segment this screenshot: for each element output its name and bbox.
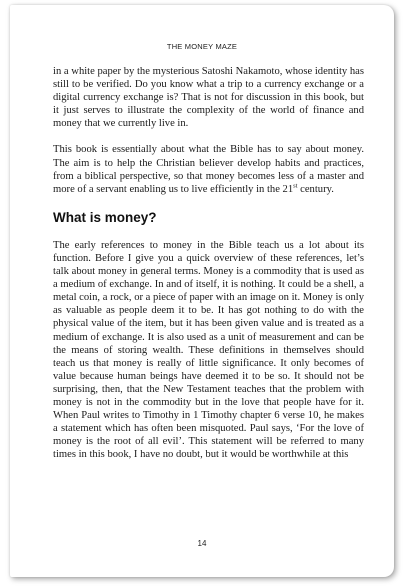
page-number: 14 (197, 539, 207, 548)
running-head: THE MONEY MAZE (166, 42, 238, 51)
paragraph-3: The early references to money in the Bible teach us a lot about its function. Before I give you a quick overview of these references, let’s talk about money in general terms. Money is a commodity that is used as a medium of exchange. In and of itself, it is nothing. It could be a shell, a metal coin, a rock, or a piece of paper with an image on it. Money is only as valuable as people deem it to be. It has got nothing to do with the physical value of the item, but it has been given value and is treated as a medium of exchange. It is also used as a unit of measurement and can be the means of storing wealth. These definitions in themselves should teach us that money is really of little significance. It only becomes of value because human beings have deemed it to be so. It should not be surprising, then, that the New Testament teaches that the problem with money is not in the commodity but in the love that people have for it. When Paul writes to Timothy in 1 Timothy chapter 6 verse 10, he makes a statement which has often been misquoted. Paul says, ‘For the love of money is the root of all evil’. This statement will be referred to many times in this book, I have no doubt, but it would be worthwhile at this (53, 239, 364, 461)
paragraph-2-text: This book is essentially about what the Bible has to say about money. The aim is to help the Christian believer develop habits and practices, from a biblical perspective, so that money becomes less of a master and more of a servant enabling us to live efficiently in the 21 (53, 144, 364, 195)
ordinal-suffix: st (293, 182, 298, 190)
paragraph-1: in a white paper by the mysterious Satoshi Nakamoto, whose identity has still to be verified. Do you know what a trip to a currency exchange or a digital currency exchange is? That is not for discussion in this book, but it just serves to illustrate the complexity of the world of finance and money that we currently live in. (53, 66, 364, 130)
book-page (10, 5, 394, 577)
page-body (53, 65, 364, 461)
paragraph-2-text-end: century. (297, 183, 334, 195)
section-heading: What is money? (53, 209, 157, 225)
paragraph-2 (53, 143, 364, 195)
